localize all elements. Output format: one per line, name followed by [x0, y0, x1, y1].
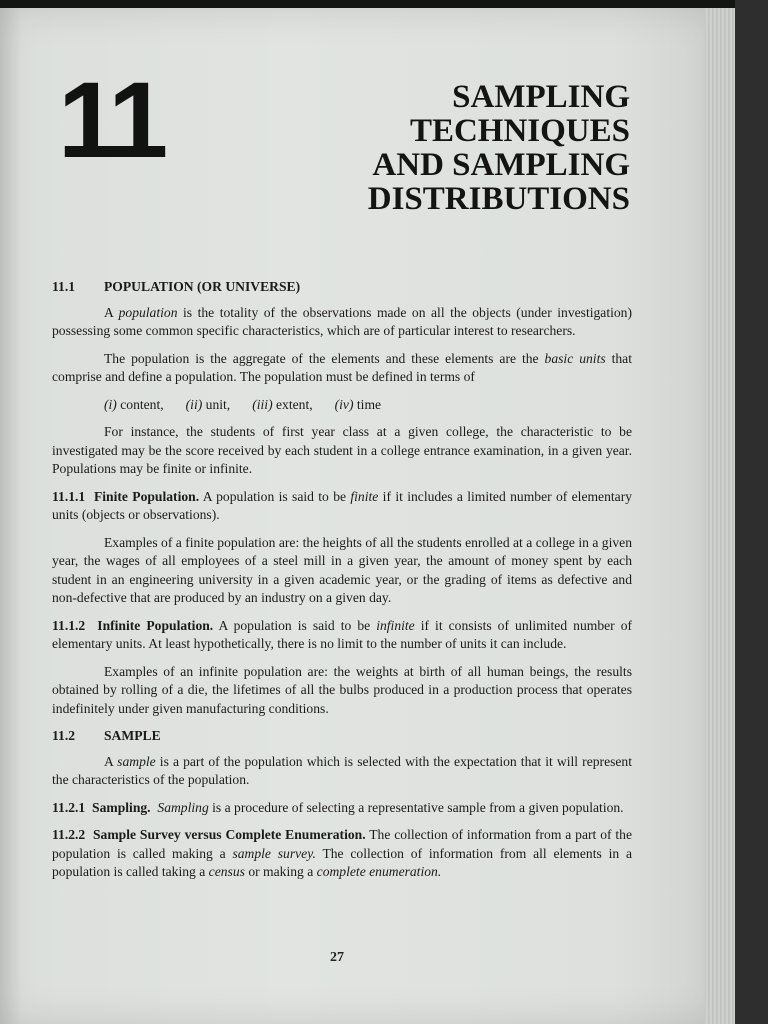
list-marker: (iii) — [252, 396, 273, 412]
chapter-title-line: TECHNIQUES — [409, 113, 630, 149]
top-dark-strip — [0, 0, 768, 8]
italic-term: infinite — [376, 617, 415, 633]
paragraph-finite-examples: Examples of a finite population are: the heights of all the students enrolled at a college in a given year, the wages of all employees of a steel mill in a given year, the amount of money spent by each student in an engineering university in a given academic year, or the grading of items as defective and non-defective that are produced by an industry on a given day. — [52, 534, 632, 605]
italic-term: sample survey. — [232, 845, 316, 861]
list-item — [104, 396, 164, 415]
text-run: or making a — [244, 864, 317, 879]
italic-term: complete enumeration. — [316, 864, 442, 879]
list-text: unit, — [202, 396, 231, 412]
subsection-heading — [52, 800, 151, 815]
chapter-number: 11 — [58, 59, 165, 180]
subsection-number: 11.1.2 — [52, 617, 86, 633]
list-marker: (i) — [104, 396, 117, 412]
list-marker: (ii) — [185, 396, 203, 412]
background-dark-edge — [735, 0, 768, 1024]
section-heading-11-2 — [52, 727, 632, 746]
list-item — [252, 396, 312, 415]
chapter-title-line: AND SAMPLING — [372, 147, 630, 183]
list-text: time — [353, 396, 382, 412]
chapter-title-line: DISTRIBUTIONS — [367, 181, 630, 217]
subsection-number: 11.1.1 — [52, 488, 86, 504]
chapter-title — [300, 80, 630, 216]
text-run: A — [104, 304, 119, 320]
section-number: 11.2 — [52, 728, 76, 743]
list-item — [335, 396, 381, 415]
paragraph-infinite-examples: Examples of an infinite population are: the weights at birth of all human beings, the results obtained by rolling of a die, the lifetimes of all the bulbs produced in a production process that operates indefinitely under given manufacturing conditions. — [52, 663, 632, 716]
italic-term: finite — [350, 488, 379, 504]
text-run: if it includes a limited number of elementary units (objects or observations). — [52, 488, 633, 522]
text-run: A population is said to be — [213, 617, 377, 633]
italic-term: sample — [117, 753, 156, 769]
text-run: is a part of the population which is selected with the expectation that it will represent the characteristics of the population. — [52, 753, 632, 787]
text-run: A population is said to be — [199, 488, 351, 504]
subsection-title: Infinite Population. — [97, 617, 214, 633]
paragraph-population-definition — [52, 304, 632, 341]
subsection-title: Sample Survey versus Complete Enumeration. — [92, 827, 366, 842]
terms-list — [52, 396, 632, 415]
list-marker: (iv) — [334, 396, 354, 412]
text-run: is a procedure of selecting a representative sample from a given population. — [208, 799, 624, 815]
page-number: 27 — [330, 950, 344, 965]
subsection-number: 11.2.2 — [52, 827, 86, 842]
list-text: extent, — [272, 396, 313, 412]
chapter-title-line: SAMPLING — [452, 79, 630, 115]
text-run: The collection of information from all elements in a population is called taking a — [52, 845, 632, 879]
italic-term: population — [118, 304, 178, 320]
subsection-number: 11.2.1 — [52, 799, 86, 815]
section-heading-11-1 — [52, 278, 632, 297]
paragraph-sampling — [52, 799, 632, 818]
section-title: SAMPLE — [104, 728, 161, 743]
paragraph-finite-population — [52, 488, 632, 525]
paragraph-population-aggregate — [52, 350, 632, 387]
subsection-heading — [52, 618, 213, 633]
paragraph-sample-definition — [52, 753, 632, 790]
subsection-title: Finite Population. — [93, 488, 200, 504]
subsection-title: Sampling. — [92, 799, 151, 815]
text-run: The collection of information from a part of the population is called making a — [52, 827, 632, 861]
text-run: that comprise and define a population. The population must be defined in terms of — [52, 350, 632, 384]
page-edge-shadow — [705, 8, 735, 1024]
text-run: is the totality of the observations made on all the objects (under investigation) possessing some common specific characteristics, which are of particular interest to researchers. — [52, 304, 633, 338]
page-body — [52, 278, 632, 891]
paragraph-sample-survey — [52, 826, 632, 882]
text-run: The population is the aggregate of the elements and these elements are the — [104, 350, 545, 366]
paragraph-example: For instance, the students of first year class at a given college, the characteristic to be investigated may be the score received by each student in a college entrance examination, in a given year. Populations may be finite or infinite. — [52, 424, 632, 476]
subsection-heading — [52, 489, 199, 504]
italic-term: basic units — [544, 350, 606, 366]
subsection-heading — [52, 827, 366, 842]
text-run: A — [104, 753, 118, 769]
list-item — [186, 396, 231, 415]
text-run: if it consists of unlimited number of elementary units. At least hypothetically, there is no limit to the number of units it can include. — [52, 617, 633, 651]
section-title: POPULATION (OR UNIVERSE) — [104, 279, 301, 294]
italic-term: census — [208, 864, 245, 879]
italic-term: Sampling — [157, 799, 209, 815]
section-number: 11.1 — [52, 279, 76, 294]
paragraph-infinite-population — [52, 617, 632, 654]
list-text: content, — [116, 396, 164, 412]
